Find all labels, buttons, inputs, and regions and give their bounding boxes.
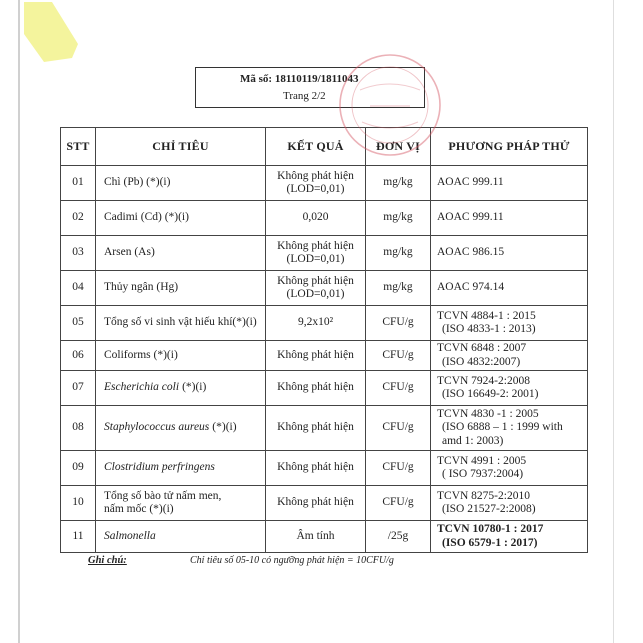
note-text: Chỉ tiêu số 05-10 có ngưỡng phát hiện = 10CFU/g: [190, 555, 394, 566]
row-number-cell: 09: [61, 451, 96, 486]
unit-cell: CFU/g: [366, 371, 431, 406]
indicator-cell: [96, 236, 266, 271]
table-row: [61, 236, 588, 271]
scientific-name: Salmonella: [104, 529, 156, 542]
indicator-cell: [96, 486, 266, 521]
result-line: (LOD=0,01): [286, 253, 345, 265]
result-cell: [266, 486, 366, 521]
indicator-text: (*)(i): [212, 421, 237, 434]
table-row: [61, 271, 588, 306]
indicator-text: Chì (Pb) (*)(i): [104, 176, 171, 189]
indicator-line: [104, 176, 261, 190]
indicator-text: Cadimi (Cd) (*)(i): [104, 211, 189, 224]
table-row: [61, 341, 588, 371]
method-cell: [431, 271, 588, 306]
unit-cell: /25g: [366, 521, 431, 553]
method-cell: [431, 521, 588, 553]
unit-cell: mg/kg: [366, 201, 431, 236]
method-line: (ISO 4832:2007): [442, 355, 521, 368]
result-line: 9,2x10²: [297, 316, 334, 329]
result-line: Không phát hiện: [277, 421, 354, 434]
result-cell: [266, 166, 366, 201]
row-number-cell: 06: [61, 341, 96, 371]
indicator-cell: [96, 341, 266, 371]
method-cell: [431, 406, 588, 451]
result-line: Không phát hiện: [277, 496, 354, 509]
indicator-line: [104, 316, 261, 330]
table-row: [61, 406, 588, 451]
method-cell: [431, 166, 588, 201]
header-unit: ĐƠN VỊ: [366, 128, 431, 166]
paper-edge-left: [18, 0, 20, 643]
results-table-body: [61, 166, 588, 553]
table-row: [61, 166, 588, 201]
result-cell: [266, 306, 366, 341]
result-line: Không phát hiện: [277, 461, 354, 474]
result-line: (LOD=0,01): [286, 288, 345, 300]
indicator-cell: [96, 406, 266, 451]
indicator-line: nấm mốc (*)(i): [104, 503, 174, 515]
result-line: Không phát hiện: [277, 274, 354, 287]
unit-cell: mg/kg: [366, 236, 431, 271]
result-line: (LOD=0,01): [286, 183, 345, 195]
method-line: amd 1: 2003): [442, 434, 504, 447]
row-number-cell: 08: [61, 406, 96, 451]
unit-cell: mg/kg: [366, 166, 431, 201]
unit-cell: CFU/g: [366, 486, 431, 521]
method-line: TCVN 8275-2:2010: [437, 489, 530, 502]
table-row: [61, 451, 588, 486]
table-row: [61, 486, 588, 521]
method-line: TCVN 4884-1 : 2015: [437, 309, 536, 322]
method-line: TCVN 7924-2:2008: [437, 374, 530, 387]
method-cell: [431, 236, 588, 271]
header-method: PHƯƠNG PHÁP THỬ: [431, 128, 588, 166]
row-number-cell: 07: [61, 371, 96, 406]
result-cell: [266, 451, 366, 486]
yellow-highlight-mark: [0, 0, 100, 80]
indicator-cell: [96, 271, 266, 306]
indicator-line: [104, 281, 261, 295]
indicator-cell: [96, 201, 266, 236]
indicator-text: Coliforms (*)(i): [104, 348, 178, 361]
scientific-name: Staphylococcus aureus: [104, 421, 210, 434]
method-line: AOAC 986.15: [437, 246, 505, 259]
unit-cell: CFU/g: [366, 406, 431, 451]
row-number-cell: 01: [61, 166, 96, 201]
method-line: (ISO 6579-1 : 2017): [442, 536, 538, 549]
method-line: (ISO 21527-2:2008): [442, 503, 536, 515]
row-number-cell: 03: [61, 236, 96, 271]
indicator-cell: [96, 451, 266, 486]
result-cell: [266, 406, 366, 451]
table-row: [61, 201, 588, 236]
indicator-line: [104, 349, 261, 363]
scientific-name: Escherichia coli: [104, 381, 180, 394]
indicator-line: [104, 211, 261, 225]
method-line: TCVN 4830 -1 : 2005: [437, 407, 539, 420]
row-number-cell: 02: [61, 201, 96, 236]
result-line: Âm tính: [296, 529, 335, 542]
method-cell: [431, 201, 588, 236]
method-line: ( ISO 7937:2004): [442, 468, 524, 480]
method-line: AOAC 999.11: [437, 211, 504, 224]
method-line: AOAC 974.14: [437, 281, 505, 294]
method-line: TCVN 10780-1 : 2017: [437, 523, 544, 535]
indicator-text: Thủy ngân (Hg): [104, 281, 179, 294]
header-row: [61, 128, 588, 166]
result-cell: [266, 371, 366, 406]
table-row: [61, 306, 588, 341]
method-line: TCVN 4991 : 2005: [437, 454, 527, 467]
page-number: Trang 2/2: [283, 90, 326, 102]
method-cell: [431, 486, 588, 521]
indicator-text: Arsen (As): [104, 246, 155, 259]
method-cell: [431, 306, 588, 341]
result-cell: [266, 201, 366, 236]
method-line: (ISO 4833-1 : 2013): [442, 323, 536, 335]
scientific-name: Clostridium perfringens: [104, 461, 215, 474]
indicator-line: [104, 461, 261, 475]
method-cell: [431, 451, 588, 486]
indicator-cell: [96, 521, 266, 553]
unit-cell: CFU/g: [366, 306, 431, 341]
indicator-text: (*)(i): [182, 381, 207, 394]
results-table: [60, 127, 588, 553]
document-code: Mã số: 18110119/1811043: [240, 73, 359, 85]
result-cell: [266, 271, 366, 306]
indicator-line: [104, 490, 261, 504]
indicator-cell: [96, 306, 266, 341]
method-line: (ISO 16649-2: 2001): [442, 388, 539, 400]
header-result: KẾT QUẢ: [266, 128, 366, 166]
unit-cell: mg/kg: [366, 271, 431, 306]
indicator-line: [104, 246, 261, 260]
result-cell: [266, 521, 366, 553]
method-cell: [431, 341, 588, 371]
method-line: AOAC 999.11: [437, 176, 504, 189]
method-line: TCVN 6848 : 2007: [437, 342, 527, 354]
row-number-cell: 05: [61, 306, 96, 341]
indicator-text: Tổng số vi sinh vật hiếu khí(*)(i): [104, 316, 257, 329]
note-label: Ghi chú:: [88, 555, 127, 566]
method-cell: [431, 371, 588, 406]
method-line: (ISO 6888 – 1 : 1999 with: [442, 421, 563, 434]
results-table-header: [61, 128, 588, 166]
result-cell: [266, 341, 366, 371]
table-row: [61, 371, 588, 406]
row-number-cell: 04: [61, 271, 96, 306]
result-line: Không phát hiện: [277, 381, 354, 394]
header-indicator: CHỈ TIÊU: [96, 128, 266, 166]
result-line: 0,020: [302, 211, 329, 224]
result-line: Không phát hiện: [277, 348, 354, 361]
indicator-line: [104, 530, 261, 544]
unit-cell: CFU/g: [366, 451, 431, 486]
result-cell: [266, 236, 366, 271]
table-row: [61, 521, 588, 553]
paper-edge-right: [613, 0, 614, 643]
unit-cell: CFU/g: [366, 341, 431, 371]
row-number-cell: 10: [61, 486, 96, 521]
indicator-text: Tổng số bào tử nấm men,: [104, 489, 222, 502]
document-code-box: [195, 67, 425, 108]
indicator-cell: [96, 166, 266, 201]
indicator-line: [104, 421, 261, 435]
header-stt: STT: [61, 128, 96, 166]
row-number-cell: 11: [61, 521, 96, 553]
indicator-cell: [96, 371, 266, 406]
indicator-line: [104, 381, 261, 395]
result-line: Không phát hiện: [277, 169, 354, 182]
result-line: Không phát hiện: [277, 239, 354, 252]
